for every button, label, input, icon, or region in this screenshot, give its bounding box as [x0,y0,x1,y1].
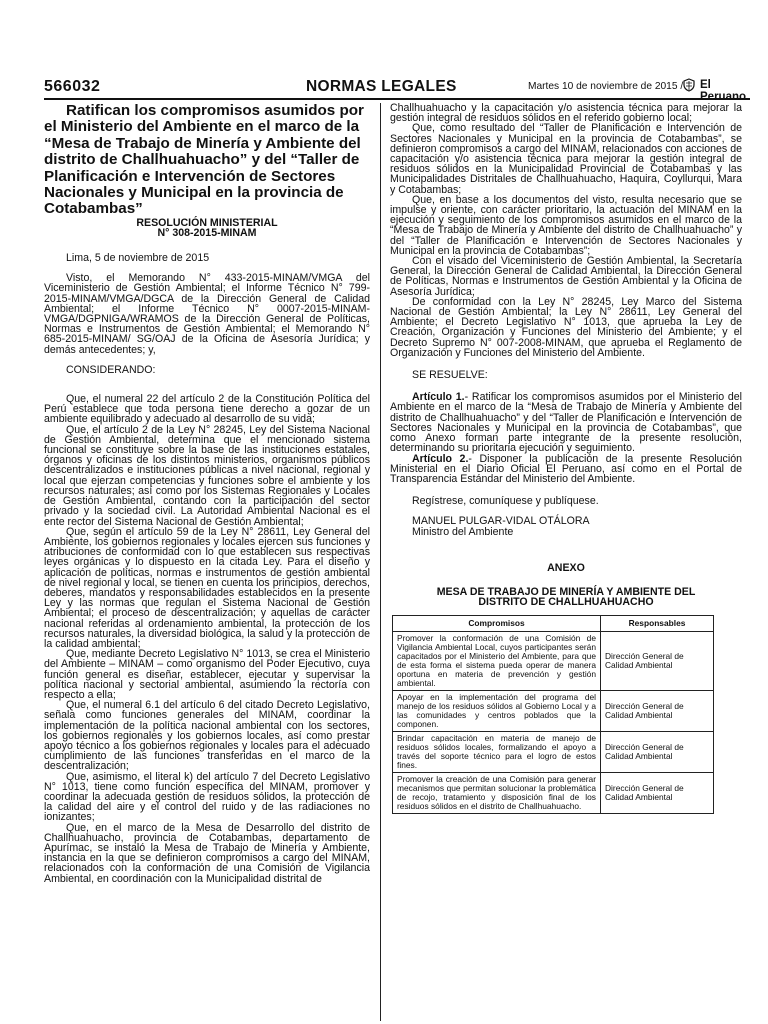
annex-title: MESA DE TRABAJO DE MINERÍA Y AMBIENTE DEL DISTRITO DE CHALLHUAHUACHO [436,585,696,609]
table-row [393,632,714,691]
signer-title: Ministro del Ambiente [412,525,514,538]
table-row [393,691,714,732]
responsible-cell: Dirección General de Calidad Ambiental [601,732,714,773]
commitments-table [392,615,714,814]
page-header [44,78,748,103]
article-1-text: - Ratificar los compromisos asumidos por el Ministerio del Ambiente en el marco de la “Mesa de Trabajo de Minería y Ambiente del distrito de Challhuahuacho” y del “Taller de Planificación e Intervención de Sectores Nacionales y Municipal en la provincia de Cotabambas”, que como Anexo forman parte integrante de la presente resolución, determinando su prioritaria ejecución y seguimiento. [390,391,742,455]
paragraph: De conformidad con la Ley N° 28245, Ley Marco del Sistema Nacional de Gestión Ambiental; la Ley N° 28611, Ley General del Ambiente; el Decreto Legislativo N° 1013, que aprueba la Ley de Creación, Organización y Funciones del Ministerio del Ambiente; y el Decreto Supremo N° 007-2008-MINAM, que aprueba el Reglamento de Organización y Funciones del Ministerio del Ambiente. [390,295,742,359]
newspaper-name: El Peruano [700,79,747,103]
paragraph: Que, en el marco de la Mesa de Desarrollo del distrito de Challhuahuacho, provincia de Cotabambas, departamento de Apurímac, se instaló la Mesa de Trabajo de Minería y Ambiente, instancia en la que se definieron compromisos a cargo del MINAM, relacionados con la conformación de una Comisión de Vigilancia Ambiental, en coordinación con la Municipalidad distrital de [44,821,370,885]
commitment-cell: Apoyar en la implementación del programa del manejo de los residuos sólidos al Gobierno Local y a las comunidades y centros poblados que la componen. [393,691,601,732]
se-resuelve-heading: SE RESUELVE: [412,369,488,382]
paragraph: Que, mediante Decreto Legislativo N° 1013, se crea el Ministerio del Ambiente – MINAM – como organismo del Poder Ejecutivo, cuya función general es diseñar, establecer, ejecutar y supervisar la política nacional y sectorial ambiental, asumiendo la rectoría con respecto a ella; [44,648,370,701]
paragraph: Challhuahuacho y la capacitación y/o asistencia técnica para mejorar la gestión integral de residuos sólidos en el referido gobierno local; [390,102,742,125]
resolution-title: RESOLUCIÓN MINISTERIAL [136,216,278,229]
table-row [393,732,714,773]
left-column [44,103,370,884]
article-2 [390,454,742,485]
closing-formula: Regístrese, comuníquese y publíquese. [412,495,599,508]
commitment-cell: Promover la conformación de una Comisión de Vigilancia Ambiental Local, cuyos participantes serán capacitados por el Ministerio del Ambiente, para que de esta forma el sistema pueda operar de manera oportuna en materia de prevención y gestión ambiental. [393,632,601,691]
page-number: 566032 [44,78,101,95]
section-title: NORMAS LEGALES [306,78,457,95]
commitment-cell: Brindar capacitación en materia de manejo de residuos sólidos locales, formalizando el apoyo a través del soporte técnico para el logro de estos fines. [393,732,601,773]
paragraph: Que, como resultado del “Taller de Planificación e Intervención de Sectores Nacionales y Municipal en la provincia de Cotabambas”, se definieron compromisos a cargo del MINAM, relacionados con acciones de capacitación y/o asistencia técnica para mejorar la gestión integral de residuos sólidos en la Municipalidad Provincial de Cotabambas y las Municipalidades Distritales de Challhuahuacho, Haquira, Coyllurqui, Mara y Cotabambas; [390,122,742,196]
table-header-row [393,616,714,632]
paragraph: Que, el numeral 22 del artículo 2 de la Constitución Política del Perú establece que toda persona tiene derecho a gozar de un ambiente equilibrado y adecuado al desarrollo de su vida; [44,393,370,426]
article-2-text: - Disponer la publicación de la presente Resolución Ministerial en el Diario Oficial El Peruano, así como en el Portal de Transparencia Estándar del Ministerio del Ambiente. [390,452,742,485]
annex-label: ANEXO [547,561,585,574]
column-header: Compromisos [393,616,601,632]
column-header: Responsables [601,616,714,632]
paragraph: Que, en base a los documentos del visto, resulta necesario que se impulse y oriente, con carácter prioritario, la actuación del MINAM en la ejecución y seguimiento de los compromisos asumidos en el marco de la “Mesa de Trabajo de Minería y Ambiente del distrito de Challhuahuacho” y del “Taller de Planificación e Intervención de Sectores Nacionales y Municipal en la provincia de Cotabambas”; [390,193,742,257]
paragraph: Que, según el artículo 59 de la Ley N° 28611, Ley General del Ambiente, los gobiernos regionales y locales ejercen sus funciones y atribuciones de conformidad con lo que establecen sus respectivas leyes orgánicas y lo dispuesto en la citada Ley. Para el diseño y aplicación de políticas, normas e instrumentos de gestión ambiental de nivel regional y local, se tienen en cuenta los principios, derechos, deberes, mandatos y responsabilidades establecidos en la presente Ley y las normas que regulan el Sistema Nacional de Gestión Ambiental; el proceso de descentralización; y aquellas de carácter nacional referidas al ordenamiento ambiental, la protección de los recursos naturales, la diversidad biológica, la salud y la protección de la calidad ambiental; [44,525,370,650]
visto-paragraph: Visto, el Memorando N° 433-2015-MINAM/VMGA del Viceministerio de Gestión Ambiental; el Informe Técnico N° 799-2015-MINAM/VMGA/DGCA de la Dirección General de Calidad Ambiental; el Informe Técnico N° 0007-2015-MINAM-VMGA/DGPNIGA/WRAMOS de la Dirección General de Políticas, Normas e Instrumentos de Gestión Ambiental; el Memorando N° 685-2015-MINAM/ SG/OAJ de la Oficina de Asesoría Jurídica; y demás antecedentes; y, [44,272,370,356]
header-divider [44,98,750,100]
place-date: Lima, 5 de noviembre de 2015 [66,252,210,265]
article-2-label: Artículo 2. [412,452,469,465]
responsible-cell: Dirección General de Calidad Ambiental [601,773,714,814]
right-column [390,103,742,814]
resolution-number: N° 308-2015-MINAM [157,227,257,240]
column-divider [380,103,381,1021]
paragraph: Que, el artículo 2 de la Ley N° 28245, Ley del Sistema Nacional de Gestión Ambiental, determina que el mencionado sistema funcional se constituye sobre la base de las instituciones estatales, órganos y oficinas de los distintos ministerios, organismos públicos descentralizados e instituciones públicas a nivel nacional, regional y local que ejerzan competencias y funciones sobre el ambiente y los recursos naturales; así como por los Sistemas Regionales y Locales de Gestión Ambiental, contando con la participación del sector privado y la sociedad civil. La Autoridad Ambiental Nacional es el ente rector del Sistema Nacional de Gestión Ambiental; [44,423,370,528]
paragraph: Que, asimismo, el literal k) del artículo 7 del Decreto Legislativo N° 1013, tiene como función específica del MINAM, promover y coordinar la adecuada gestión de residuos sólidos, la protección de la calidad del aire y el control del ruido y de las radiaciones no ionizantes; [44,770,370,824]
paragraph: Que, el numeral 6.1 del artículo 6 del citado Decreto Legislativo, señala como funciones generales del MINAM, coordinar la implementación de la política nacional ambiental con los sectores, los gobiernos regionales y los gobiernos locales, así como prestar apoyo técnico a los gobiernos regionales y locales para el adecuado cumplimiento de las funciones transferidas en el marco de la descentralización; [44,699,370,773]
commitment-cell: Promover la creación de una Comisión para generar mecanismos que permitan solucionar la problemática de recojo, tratamiento y disposición final de los residuos sólidos en el distrito de Challhuahuacho. [393,773,601,814]
responsible-cell: Dirección General de Calidad Ambiental [601,691,714,732]
considerando-heading: CONSIDERANDO: [66,363,156,376]
coat-of-arms-icon [682,78,696,92]
issue-date: Martes 10 de noviembre de 2015 / [528,81,684,92]
responsible-cell: Dirección General de Calidad Ambiental [601,632,714,691]
article-1 [390,392,742,453]
table-row [393,773,714,814]
signer-name: MANUEL PULGAR-VIDAL OTÁLORA [412,515,590,528]
paragraph: Con el visado del Viceministerio de Gestión Ambiental, la Secretaría General, la Dirección General de Calidad Ambiental, la Dirección General de Políticas, Normas e Instrumentos de Gestión Ambiental y la Oficina de Asesoría Jurídica; [390,255,742,298]
headline: Ratifican los compromisos asumidos por el Ministerio del Ambiente en el marco de la “Mesa de Trabajo de Minería y Ambiente del distrito de Challhuahuacho” y del “Taller de Planificación e Intervención de Sectores Nacionales y Municipal en la provincia de Cotabambas” [44,102,364,218]
article-1-label: Artículo 1. [412,391,465,404]
